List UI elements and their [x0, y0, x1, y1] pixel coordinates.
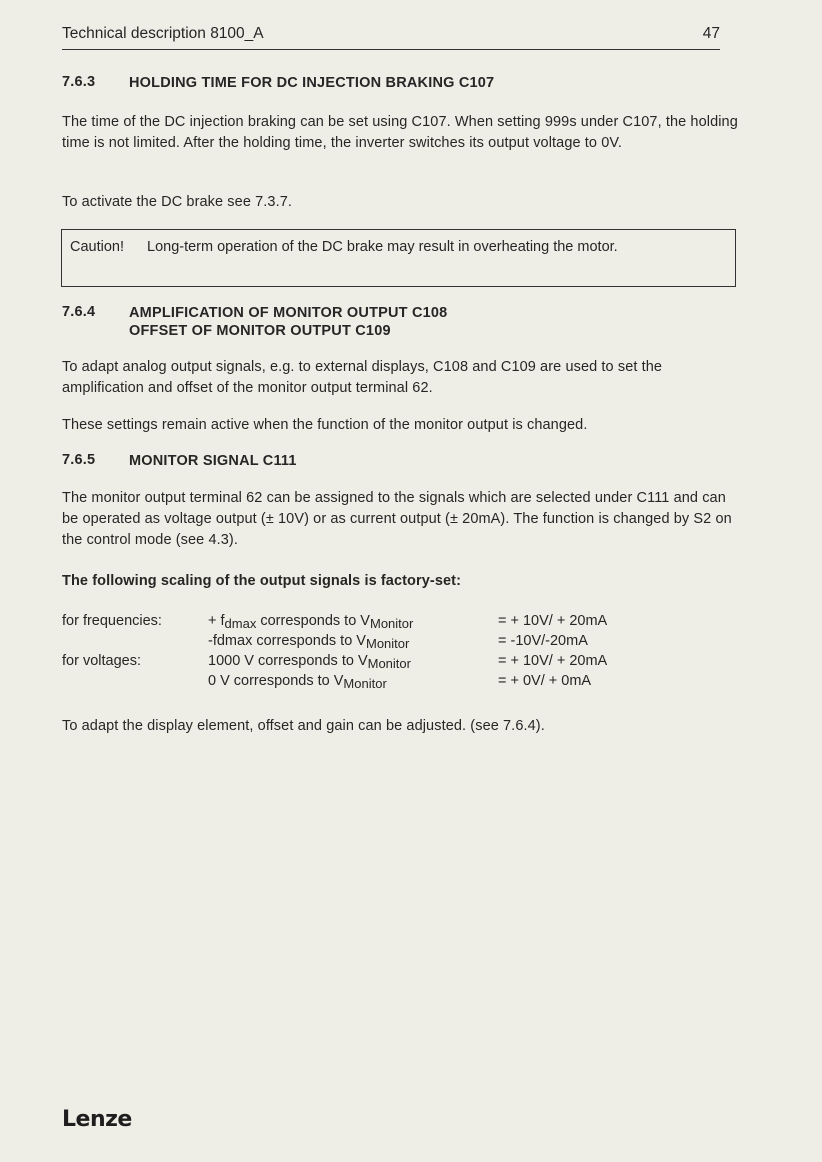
paragraph-c107-description: The time of the DC injection braking can be set using C107. When setting 999s under C107, the holding time is not limited. After the holding time, the inverter switches its output voltage to 0V.: [62, 114, 738, 151]
section-number: 7.6.4: [62, 304, 96, 320]
scaling-expression: -fdmax corresponds to $V_{Monitor}$: [208, 633, 410, 651]
scaling-expression: 0 V corresponds to $V_{Monitor}$: [208, 673, 387, 691]
scaling-value: = + 10V/ + 20mA: [498, 653, 608, 669]
lenze-logo: Lenze: [62, 1107, 132, 1132]
paragraph-factory-scaling-intro: The following scaling of the output signals is factory-set:: [62, 573, 462, 589]
scaling-label: for frequencies:: [62, 613, 162, 629]
scaling-expression: 1000 V corresponds to $V_{Monitor}$: [208, 653, 411, 671]
section-heading-7-6-3: [62, 74, 494, 92]
section-title: HOLDING TIME FOR DC INJECTION BRAKING C107: [129, 75, 495, 91]
paragraph-dc-brake-reference: To activate the DC brake see 7.3.7.: [62, 194, 292, 210]
scaling-expression: + $f_{dmax}$ corresponds to $V_{Monitor}$: [208, 613, 414, 631]
section-heading-7-6-4: [62, 304, 447, 340]
section-title-line-2: OFFSET OF MONITOR OUTPUT C109: [129, 323, 391, 339]
paragraph-c111-description: The monitor output terminal 62 can be assigned to the signals which are selected under C111 and can be operated as voltage output (± 10V) or as current output (± 20mA). The function is changed by S2 on the control mode (see 4.3).: [62, 490, 732, 548]
scaling-table: [62, 613, 742, 693]
scaling-value: = -10V/-20mA: [498, 633, 588, 649]
scaling-value: = + 10V/ + 20mA: [498, 613, 608, 629]
paragraph-c108-c109-description: To adapt analog output signals, e.g. to external displays, C108 and C109 are used to set the amplification and offset of the monitor output terminal 62.: [62, 359, 663, 396]
paragraph-settings-remain-active: These settings remain active when the function of the monitor output is changed.: [62, 417, 588, 433]
section-title: MONITOR SIGNAL C111: [129, 453, 297, 469]
header-title: Technical description 8100_A: [62, 25, 264, 42]
section-number: 7.6.3: [62, 74, 96, 90]
scaling-value: = + 0V/ + 0mA: [498, 673, 592, 689]
page-number: 47: [702, 25, 720, 42]
section-heading-7-6-5: [62, 452, 297, 470]
section-title: [129, 304, 447, 340]
scaling-row: [62, 633, 742, 653]
section-number: 7.6.5: [62, 452, 96, 468]
scaling-row: [62, 673, 742, 693]
page-header: [62, 25, 720, 50]
scaling-label: for voltages:: [62, 653, 141, 669]
scaling-row: [62, 653, 742, 673]
caution-text: Long-term operation of the DC brake may result in overheating the motor.: [147, 239, 618, 255]
caution-box: [61, 229, 736, 287]
scaling-row: [62, 613, 742, 633]
paragraph-closing-note: To adapt the display element, offset and gain can be adjusted. (see 7.6.4).: [62, 718, 545, 734]
section-title-line-1: AMPLIFICATION OF MONITOR OUTPUT C108: [129, 305, 448, 321]
caution-label: Caution!: [70, 239, 125, 255]
